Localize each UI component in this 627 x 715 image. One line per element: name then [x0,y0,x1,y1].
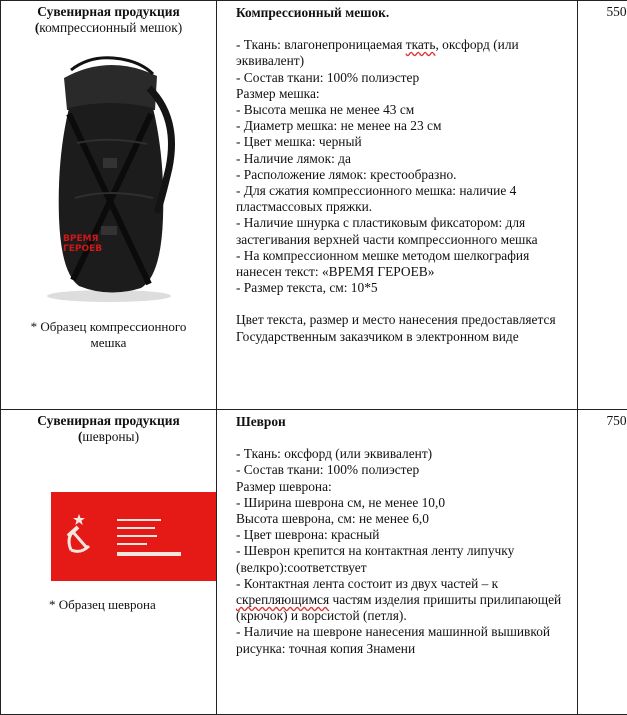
category-subtitle: (шевроны) [1,429,216,445]
misspelled-word: ткать [406,37,436,52]
spec-line: - Шеврон крепится на контактная ленту липучку (велкро):соответствует [236,543,571,575]
bag-print-line-2: ГЕРОЕВ [63,244,102,254]
spec-line: - Состав ткани: 100% полиэстер [236,70,571,86]
quantity-cell [578,1,627,410]
item-title: Компрессионный мешок. [236,5,571,21]
spec-line: - Расположение лямок: крестообразно. [236,167,571,183]
spec-line: - Состав ткани: 100% полиэстер [236,462,571,478]
spec-line: - Высота мешка не менее 43 см [236,102,571,118]
spec-line: - Наличие на шевроне нанесения машинной вышивкой рисунка: точная копия Знамени [236,624,571,656]
spec-line: Размер мешка: [236,86,571,102]
spec-line: - Для сжатия компрессионного мешка: наличие 4 пластмассовых пряжки. [236,183,571,215]
spec-line: - Контактная лента состоит из двух частей – к скрепляющимся частям изделия пришиты прилипающей (крючок) и ворсистой (петля). [236,576,571,625]
table-row [1,410,627,715]
spec-line: - Наличие лямок: да [236,151,571,167]
spec-line: - На компрессионном мешке методом шелкография нанесен текст: «ВРЕМЯ ГЕРОЕВ» [236,248,571,280]
quantity-value: 750 [578,410,627,429]
description-cell [217,1,578,410]
image-caption: * Образец шеврона [49,597,216,613]
category-cell [1,410,217,715]
category-subtitle: (компрессионный мешок) [1,20,216,36]
spec-line: - Цвет шеврона: красный [236,527,571,543]
spec-line: - Наличие шнурка с пластиковым фиксатором: для застегивания верхней части компрессионного мешка [236,215,571,247]
image-caption: * Образец компрессионного мешка [1,319,216,351]
spec-line: Высота шеврона, см: не менее 6,0 [236,511,571,527]
spec-line: - Ширина шеврона см, не менее 10,0 [236,495,571,511]
spec-line: Размер шеврона: [236,479,571,495]
table-row [1,1,627,410]
misspelled-word: скрепляющимся [236,592,329,607]
spec-line: - Ткань: оксфорд (или эквивалент) [236,446,571,462]
category-cell [1,1,217,410]
quantity-value: 550 [578,1,627,20]
description-cell [217,410,578,715]
spec-line: - Диаметр мешка: не менее на 23 см [236,118,571,134]
category-title: Сувенирная продукция [1,413,216,429]
spec-note: Цвет текста, размер и место нанесения предоставляется Государственным заказчиком в электронном виде [236,312,571,344]
bag-image [29,48,189,303]
spec-line: - Ткань: влагонепроницаемая ткать, оксфорд (или эквивалент) [236,37,571,69]
bag-print-line-1: ВРЕМЯ [63,234,99,244]
item-title: Шеврон [236,414,571,430]
spec-line: - Размер текста, см: 10*5 [236,280,571,296]
spec-line: - Цвет мешка: черный [236,134,571,150]
category-title: Сувенирная продукция [1,4,216,20]
patch-image [51,492,217,581]
spacer [236,296,571,312]
quantity-cell [578,410,627,715]
